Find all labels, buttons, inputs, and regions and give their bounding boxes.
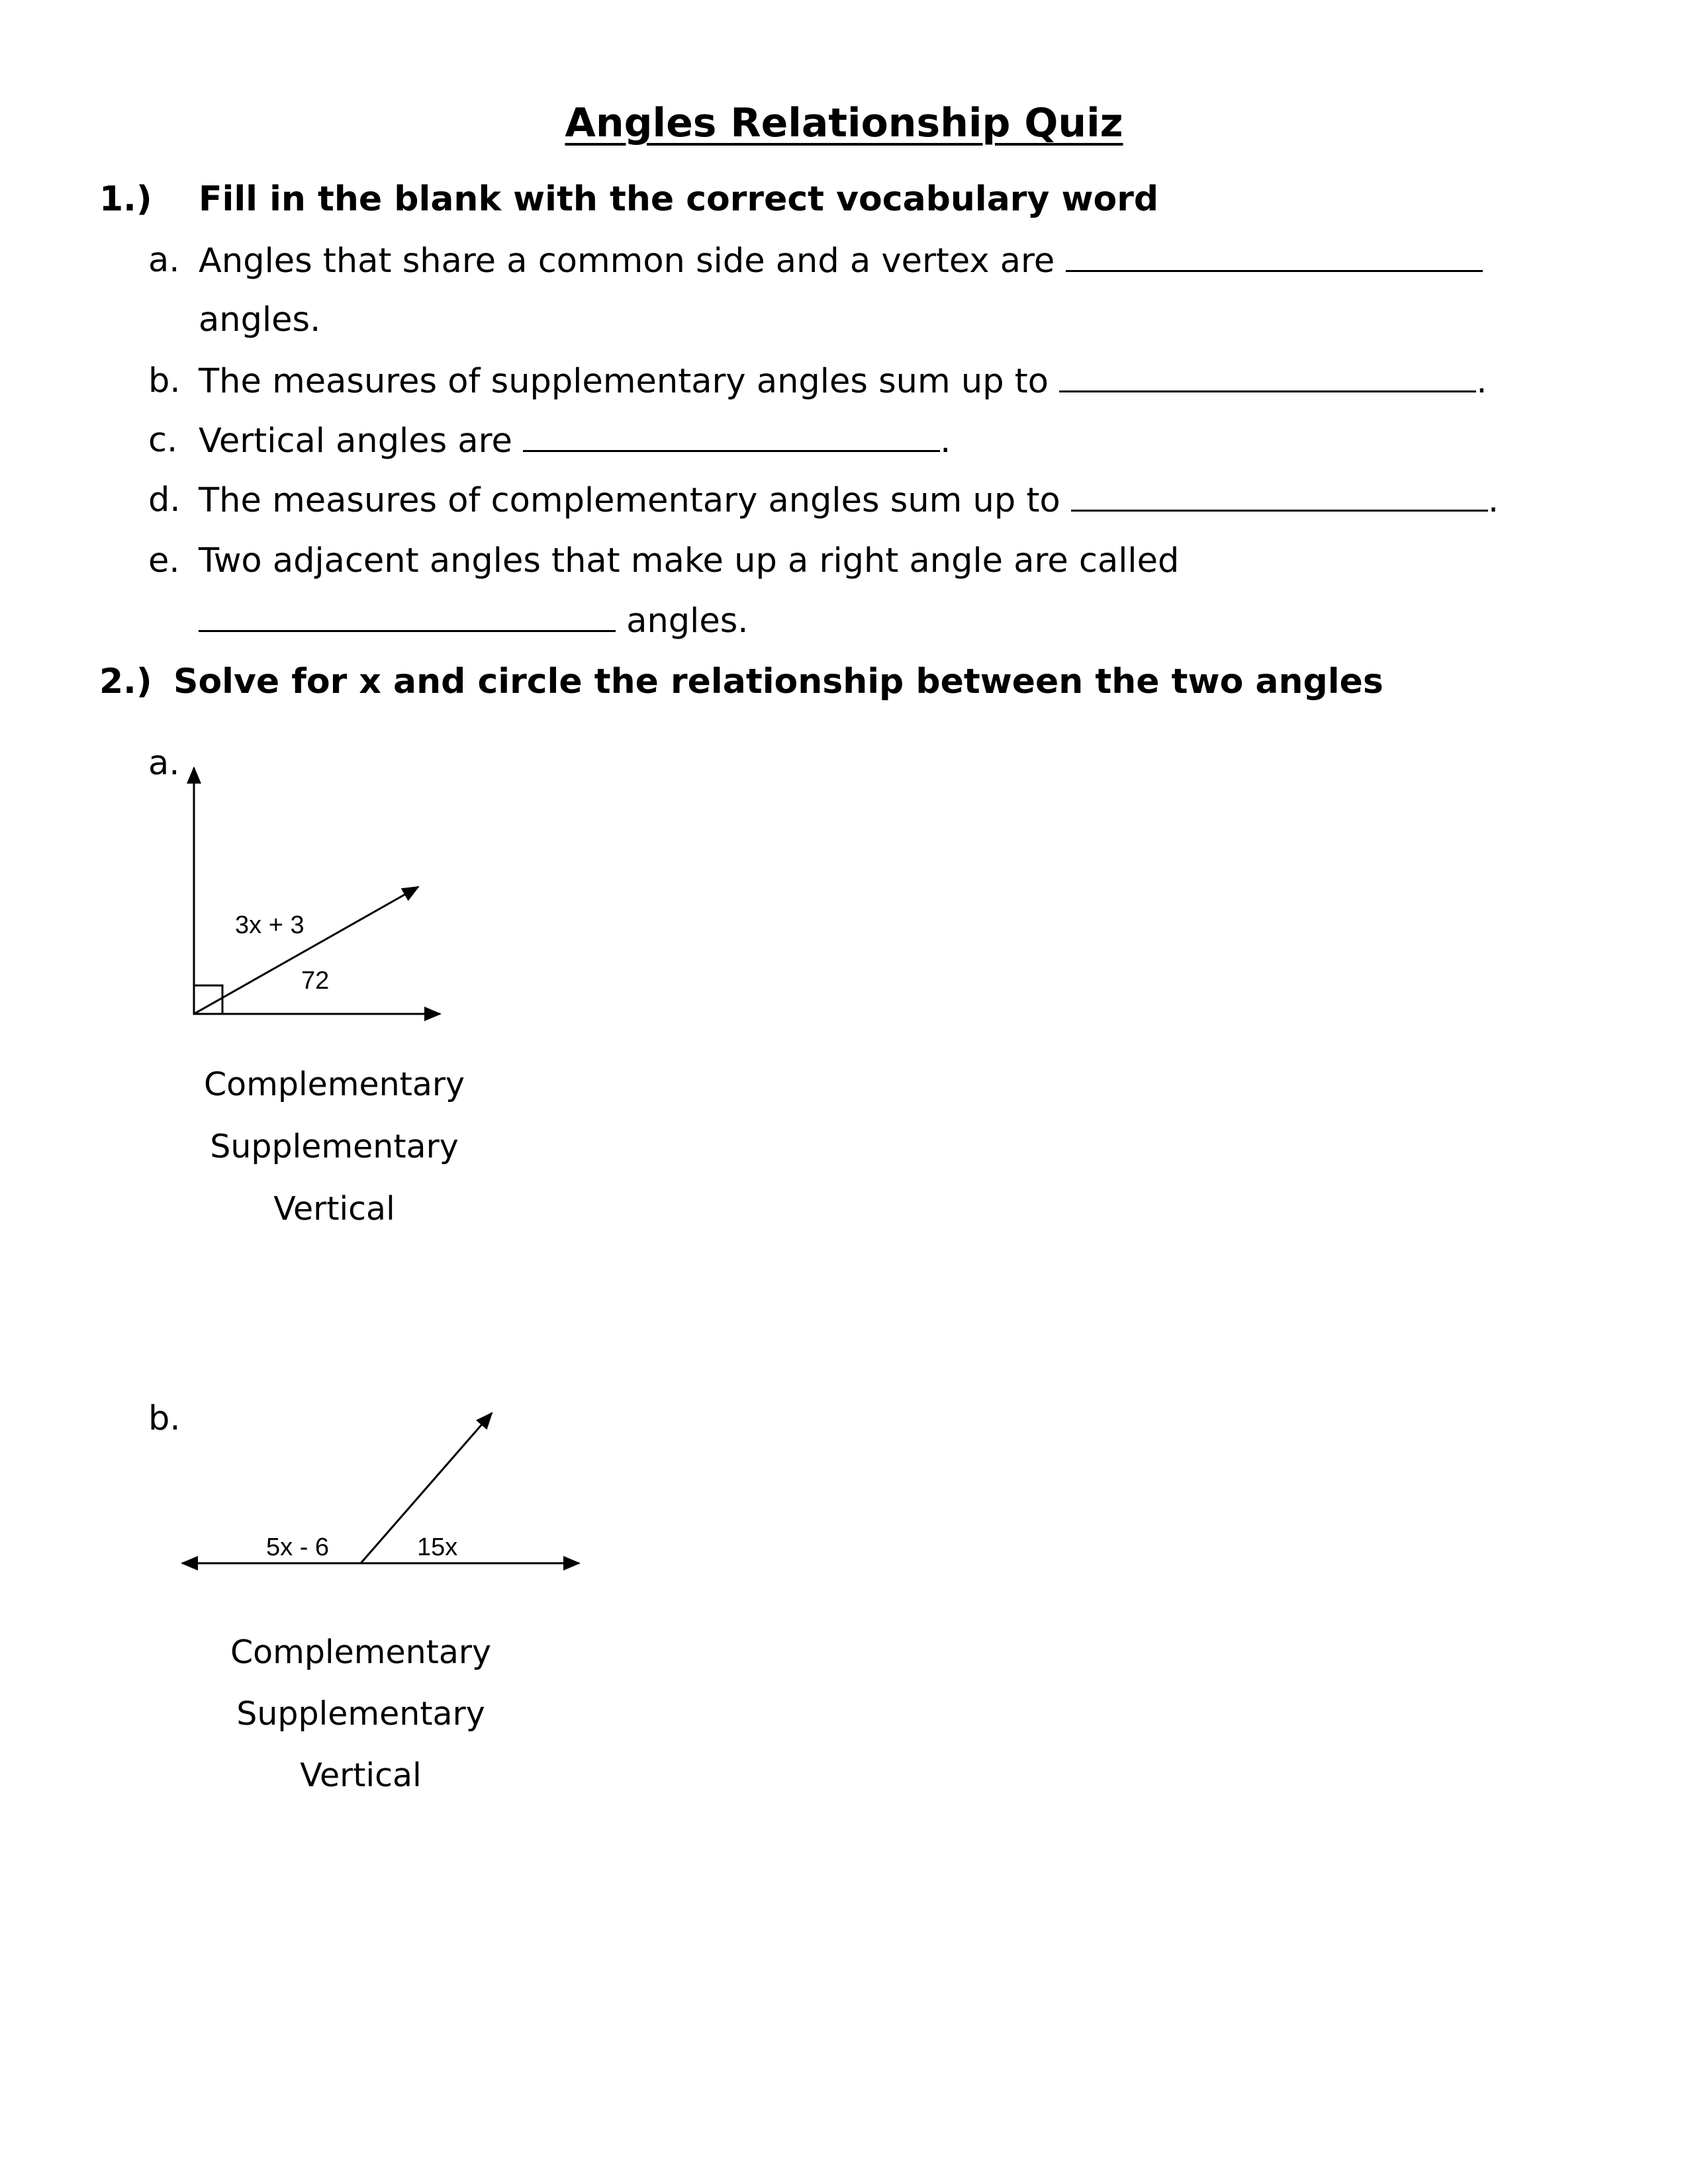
q1-item-a-continuation: angles. (199, 300, 321, 340)
question-2-heading: Solve for x and circle the relationship between the two angles (173, 662, 1383, 702)
question-1-heading: Fill in the blank with the correct vocabulary word (199, 179, 1159, 219)
q1-item-c-period: . (940, 422, 951, 461)
q1-item-d-prompt: The measures of complementary angles sum up to (199, 481, 1060, 520)
q2-part-b-letter: b. (148, 1399, 181, 1438)
q1-item-c-letter: c. (148, 421, 178, 460)
q1-item-b-period: . (1476, 362, 1487, 401)
q2a-option-supplementary[interactable]: Supplementary (210, 1128, 459, 1165)
question-1-number: 1.) (99, 179, 152, 219)
angle-label-15x: 15x (417, 1533, 458, 1561)
q2b-option-complementary[interactable]: Complementary (230, 1633, 492, 1671)
q1-item-d-period: . (1487, 481, 1499, 520)
diagram-a-diagonal-ray (194, 887, 418, 1014)
question-2-number: 2.) (99, 662, 152, 702)
q2-part-a-letter: a. (148, 744, 180, 783)
angle-label-3x-plus-3: 3x + 3 (235, 911, 305, 939)
q2a-option-complementary[interactable]: Complementary (203, 1066, 465, 1103)
diagram-b-rays (182, 1413, 579, 1563)
q1-item-a-prompt: Angles that share a common side and a vertex are (199, 242, 1055, 281)
q1-item-d-letter: d. (148, 480, 181, 520)
angle-label-5x-minus-6: 5x - 6 (266, 1533, 330, 1561)
page-title: Angles Relationship Quiz (565, 100, 1123, 146)
q1-item-b-prompt: The measures of supplementary angles sum up to (199, 362, 1049, 401)
q2a-option-vertical[interactable]: Vertical (273, 1190, 395, 1228)
q2b-option-vertical[interactable]: Vertical (300, 1756, 422, 1794)
q1-item-c-prompt: Vertical angles are (199, 422, 512, 461)
q1-item-e-letter: e. (148, 541, 180, 580)
q1-item-e-after: angles. (626, 602, 749, 641)
q1-item-e-prompt: Two adjacent angles that make up a right angle are called (199, 541, 1180, 580)
angle-label-72: 72 (301, 967, 330, 995)
q1-item-a-letter: a. (148, 241, 180, 280)
q1-item-b-letter: b. (148, 361, 181, 400)
q2b-option-supplementary[interactable]: Supplementary (236, 1695, 485, 1733)
